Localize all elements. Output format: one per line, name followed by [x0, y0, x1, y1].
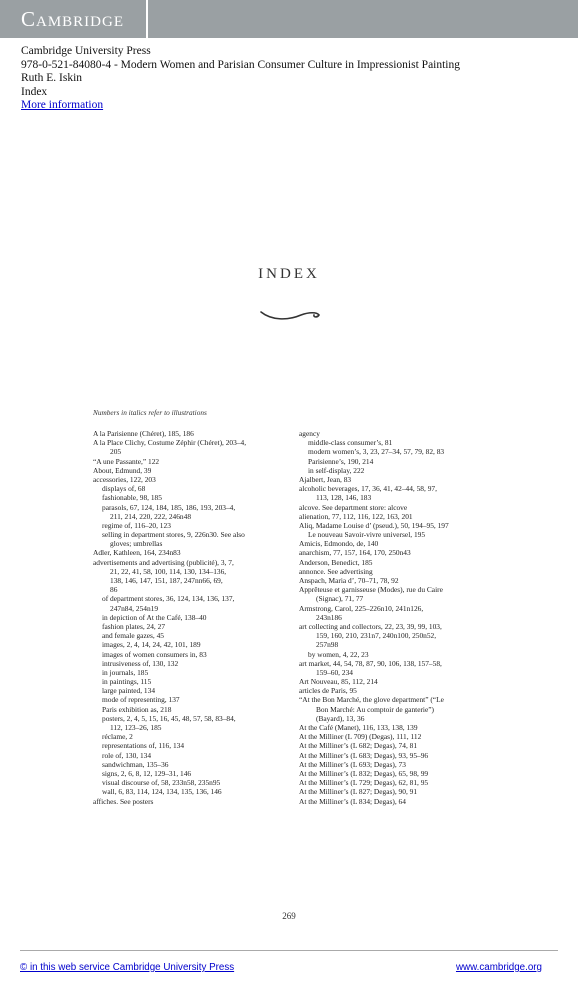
index-entry: fashionable, 98, 185 — [102, 493, 162, 503]
index-entry: (Bayard), 13, 36 — [316, 713, 365, 723]
index-entry: modern women’s, 3, 23, 27–34, 57, 79, 82, 83 — [308, 447, 445, 457]
index-entry: Art Nouveau, 85, 112, 214 — [299, 677, 378, 687]
index-entry: 159–60, 234 — [316, 667, 353, 677]
isbn-title: 978-0-521-84080-4 - Modern Women and Parisian Consumer Culture in Impressionist Painting — [21, 58, 461, 71]
index-entry: 257n98 — [316, 640, 339, 650]
index-entry: visual discourse of, 58, 233n58, 235n95 — [102, 778, 221, 788]
index-entry: accessories, 122, 203 — [93, 474, 156, 484]
index-entry: wall, 6, 83, 114, 124, 134, 135, 136, 146 — [102, 787, 222, 797]
index-entry: A la Parisienne (Chéret), 185, 186 — [93, 429, 194, 438]
index-entry: fashion plates, 24, 27 — [102, 621, 166, 631]
more-information-link[interactable]: More information — [21, 99, 104, 111]
page-number: 269 — [282, 911, 296, 921]
index-entry: Parisienne’s, 190, 214 — [308, 456, 374, 466]
index-entry: Apprêteuse et garnisseuse (Modes), rue du Caire — [299, 585, 443, 595]
index-entry: Adler, Kathleen, 164, 234n83 — [93, 548, 181, 558]
index-entry: At the Milliner’s (L 683; Degas), 93, 95–96 — [299, 750, 429, 760]
page-title: INDEX — [258, 266, 320, 282]
index-entry: At the Milliner (L 709) (Degas), 111, 112 — [299, 732, 422, 742]
index-entry: 159, 160, 210, 231n7, 240n100, 250n52, — [316, 631, 437, 641]
index-entry: middle-class consumer’s, 81 — [308, 438, 393, 448]
index-entry: At the Milliner’s (L 693; Degas), 73 — [299, 759, 406, 769]
book-metadata — [21, 45, 460, 113]
website-link[interactable]: www.cambridge.org — [455, 962, 542, 973]
index-entry: sandwichman, 135–36 — [102, 759, 169, 769]
index-entry: At the Milliner’s (L 682; Degas), 74, 81 — [299, 741, 418, 751]
swash-ornament-icon — [259, 304, 321, 326]
index-entry: regime of, 116–20, 123 — [102, 520, 171, 530]
index-entry: Le nouveau Savoir-vivre universel, 195 — [308, 530, 426, 540]
index-entry: Bon Marché: Au comptoir de ganterie”) — [316, 704, 435, 714]
publisher-name: Cambridge University Press — [21, 45, 151, 57]
index-entry: advertisements and advertising (publicité), 3, 7, — [93, 557, 234, 567]
index-entry: Amicis, Edmondo, de, 140 — [299, 539, 379, 549]
index-entry: 247n84, 254n19 — [110, 603, 159, 613]
index-entry: gloves; umbrellas — [110, 539, 163, 549]
index-entry: affiches. See posters — [93, 796, 154, 806]
index-column-left — [93, 429, 293, 806]
index-entry: “A une Passante,” 122 — [93, 456, 160, 466]
index-entry: art market, 44, 54, 78, 87, 90, 106, 138, 157–58, — [299, 658, 442, 668]
index-entry: in depiction of At the Café, 138–40 — [102, 612, 207, 622]
index-entry: Ajalbert, Jean, 83 — [299, 474, 352, 484]
index-entry: representations of, 116, 134 — [102, 741, 185, 751]
index-entry: anarchism, 77, 157, 164, 170, 250n43 — [299, 548, 411, 558]
section-name: Index — [21, 85, 48, 98]
index-entry: annonce. See advertising — [299, 566, 373, 576]
index-entry: mode of representing, 137 — [102, 695, 180, 705]
index-entry: At the Milliner’s (L 729; Degas), 62, 81, 95 — [299, 778, 429, 788]
index-entry: Paris exhibition as, 218 — [102, 704, 172, 714]
index-entry: At the Milliner’s (L 834; Degas), 64 — [299, 796, 406, 806]
index-entry: signs, 2, 6, 8, 12, 129–31, 146 — [102, 768, 192, 778]
index-entry: in paintings, 115 — [102, 677, 152, 687]
index-entry: by women, 4, 22, 23 — [308, 649, 369, 659]
index-entry: réclame, 2 — [102, 732, 133, 742]
index-column-right — [299, 429, 499, 806]
index-entry: 86 — [110, 585, 118, 595]
index-entry: 205 — [110, 447, 122, 457]
index-entry: of department stores, 36, 124, 134, 136, 137, — [102, 594, 235, 604]
index-entry: in journals, 185 — [102, 667, 149, 677]
index-entry: articles de Paris, 95 — [299, 686, 357, 696]
index-note: Numbers in italics refer to illustrations — [93, 408, 207, 417]
index-entry: Anderson, Benedict, 185 — [299, 557, 373, 567]
index-entry: Anspach, Maria d’, 70–71, 78, 92 — [299, 576, 399, 585]
copyright-link[interactable]: © in this web service Cambridge University Press — [20, 962, 235, 973]
index-entry: large painted, 134 — [102, 686, 156, 696]
index-entry: art collecting and collectors, 22, 23, 39, 99, 103, — [299, 621, 442, 631]
index-entry: At the Milliner’s (L 832; Degas), 65, 98, 99 — [299, 768, 429, 778]
index-entry: in self-display, 222 — [308, 465, 365, 475]
index-entry: At the Café (Manet), 116, 133, 138, 139 — [299, 723, 418, 732]
index-entry: “At the Bon Marché, the glove department” (“Le — [299, 695, 444, 705]
index-entry: agency — [299, 429, 320, 438]
index-entry: images of women consumers in, 83 — [102, 649, 207, 659]
index-entry: A la Place Clichy, Costume Zéphir (Chéret), 203–4, — [93, 438, 247, 448]
index-entry: 243n186 — [316, 612, 342, 622]
footer-divider — [20, 950, 558, 951]
author-name: Ruth E. Iskin — [21, 72, 83, 84]
index-entry: Armstrong, Carol, 225–226n10, 241n126, — [299, 603, 424, 613]
index-entry: 211, 214, 220, 222, 246n48 — [110, 511, 192, 521]
index-entry: Aliq, Madame Louise d’ (pseud.), 50, 194–95, 197 — [299, 520, 449, 530]
index-entry: alcoholic beverages, 17, 36, 41, 42–44, 58, 97, — [299, 484, 437, 494]
index-entry: 21, 22, 41, 58, 100, 114, 130, 134–136, — [110, 566, 227, 576]
index-entry: displays of, 68 — [102, 484, 146, 494]
index-entry: images, 2, 4, 14, 24, 42, 101, 189 — [102, 640, 201, 650]
index-entry: posters, 2, 4, 5, 15, 16, 45, 48, 57, 58, 83–84, — [102, 713, 236, 723]
index-entry: 138, 146, 147, 151, 187, 247nn66, 69, — [110, 576, 223, 585]
index-entry: parasols, 67, 124, 184, 185, 186, 193, 203–4, — [102, 502, 236, 512]
index-entry: alienation, 77, 112, 116, 122, 163, 201 — [299, 511, 413, 521]
index-entry: About, Edmund, 39 — [93, 465, 152, 475]
index-entry: (Signac), 71, 77 — [316, 594, 364, 604]
index-entry: intrusiveness of, 130, 132 — [102, 658, 179, 668]
index-entry: and female gazes, 45 — [102, 631, 164, 641]
index-entry: role of, 130, 134 — [102, 750, 152, 760]
index-entry: 112, 123–26, 185 — [110, 723, 162, 732]
index-entry: selling in department stores, 9, 226n30. See also — [102, 530, 245, 540]
index-entry: At the Milliner’s (L 827; Degas), 90, 91 — [299, 787, 418, 797]
index-entry: alcove. See department store: alcove — [299, 502, 408, 512]
index-entry: 113, 128, 146, 183 — [316, 493, 372, 503]
cambridge-logo[interactable]: Cambridge — [0, 0, 148, 38]
